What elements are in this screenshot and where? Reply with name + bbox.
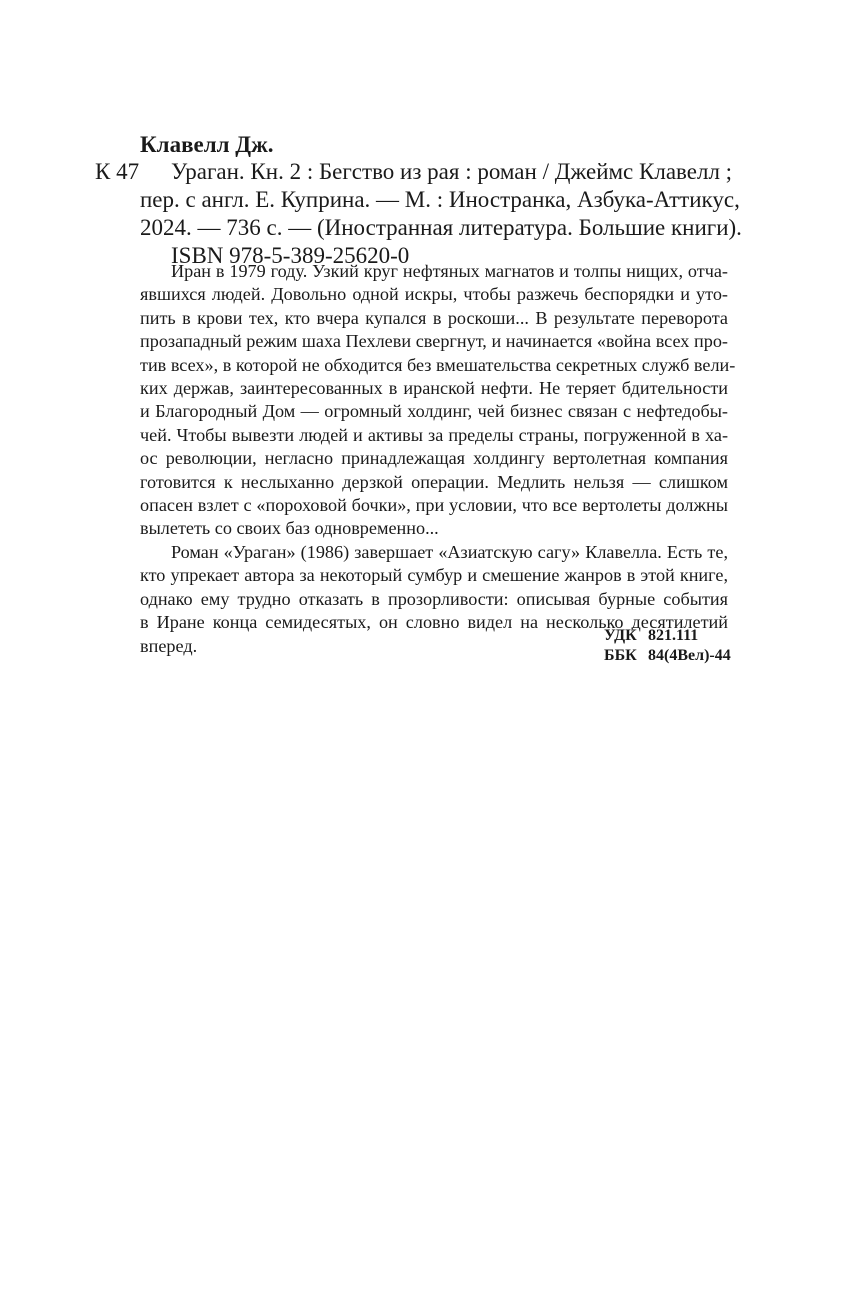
annotation-line: кто упрекает автора за некоторый сумбур и смешение жанров в этой книге, bbox=[140, 565, 728, 586]
annotation-line: Роман «Ураган» (1986) завершает «Азиатскую сагу» Клавелла. Есть те, bbox=[171, 541, 728, 562]
description-line: пер. с англ. Е. Куприна. — М. : Иностранка, Азбука-Аттикус, bbox=[140, 187, 740, 212]
annotation-line: ких держав, заинтересованных в иранской нефти. Не теряет бдительности bbox=[140, 378, 728, 399]
bibliographic-description bbox=[140, 158, 742, 270]
bbk-value: 84(4Вел)-44 bbox=[648, 647, 731, 664]
annotation bbox=[140, 260, 736, 658]
bbk-label: ББК bbox=[604, 647, 637, 664]
description-line: Ураган. Кн. 2 : Бегство из рая : роман / Джеймс Клавелл ; bbox=[171, 159, 733, 184]
isbn: ISBN 978-5-389-25620-0 bbox=[171, 243, 410, 268]
udk-row bbox=[604, 626, 731, 646]
description-line: 2024. — 736 с. — (Иностранная литература. Большие книги). bbox=[140, 215, 742, 240]
annotation-line: опасен взлет с «пороховой бочки», при условии, что все вертолеты должны bbox=[140, 495, 728, 516]
annotation-line: однако ему трудно отказать в прозорливости: описывая бурные события bbox=[140, 588, 728, 609]
annotation-line: готовится к неслыханно дерзкой операции. Медлить нельзя — слишком bbox=[140, 471, 728, 492]
annotation-line: чей. Чтобы вывезти людей и активы за пределы страны, погруженной в ха- bbox=[140, 424, 728, 445]
annotation-line: Иран в 1979 году. Узкий круг нефтяных магнатов и толпы нищих, отча- bbox=[171, 261, 728, 281]
annotation-line: и Благородный Дом — огромный холдинг, чей бизнес связан с нефтедобы- bbox=[140, 401, 728, 422]
annotation-line: пить в крови тех, кто вчера купался в роскоши... В результате переворота bbox=[140, 307, 728, 328]
udk-value: 821.111 bbox=[648, 627, 699, 644]
annotation-line: в Иране конца семидесятых, он словно видел на несколько десятилетий bbox=[140, 612, 728, 633]
annotation-line: вперед. bbox=[140, 635, 198, 656]
annotation-line: явшихся людей. Довольно одной искры, чтобы разжечь беспорядки и уто- bbox=[140, 284, 728, 305]
classification-codes bbox=[604, 626, 731, 666]
bbk-row bbox=[604, 646, 731, 666]
annotation-line: вылететь со своих баз одновременно... bbox=[140, 518, 439, 539]
author-heading: Клавелл Дж. bbox=[140, 132, 274, 157]
author-mark: К 47 bbox=[95, 159, 140, 184]
udk-label: УДК bbox=[604, 627, 637, 644]
annotation-line: прозападный режим шаха Пехлеви свергнут, и начинается «война всех про- bbox=[140, 331, 728, 352]
annotation-line: тив всех», в которой не обходится без вмешательства секретных служб вели- bbox=[140, 354, 736, 375]
annotation-line: ос революции, негласно принадлежащая холдингу вертолетная компания bbox=[140, 448, 728, 469]
